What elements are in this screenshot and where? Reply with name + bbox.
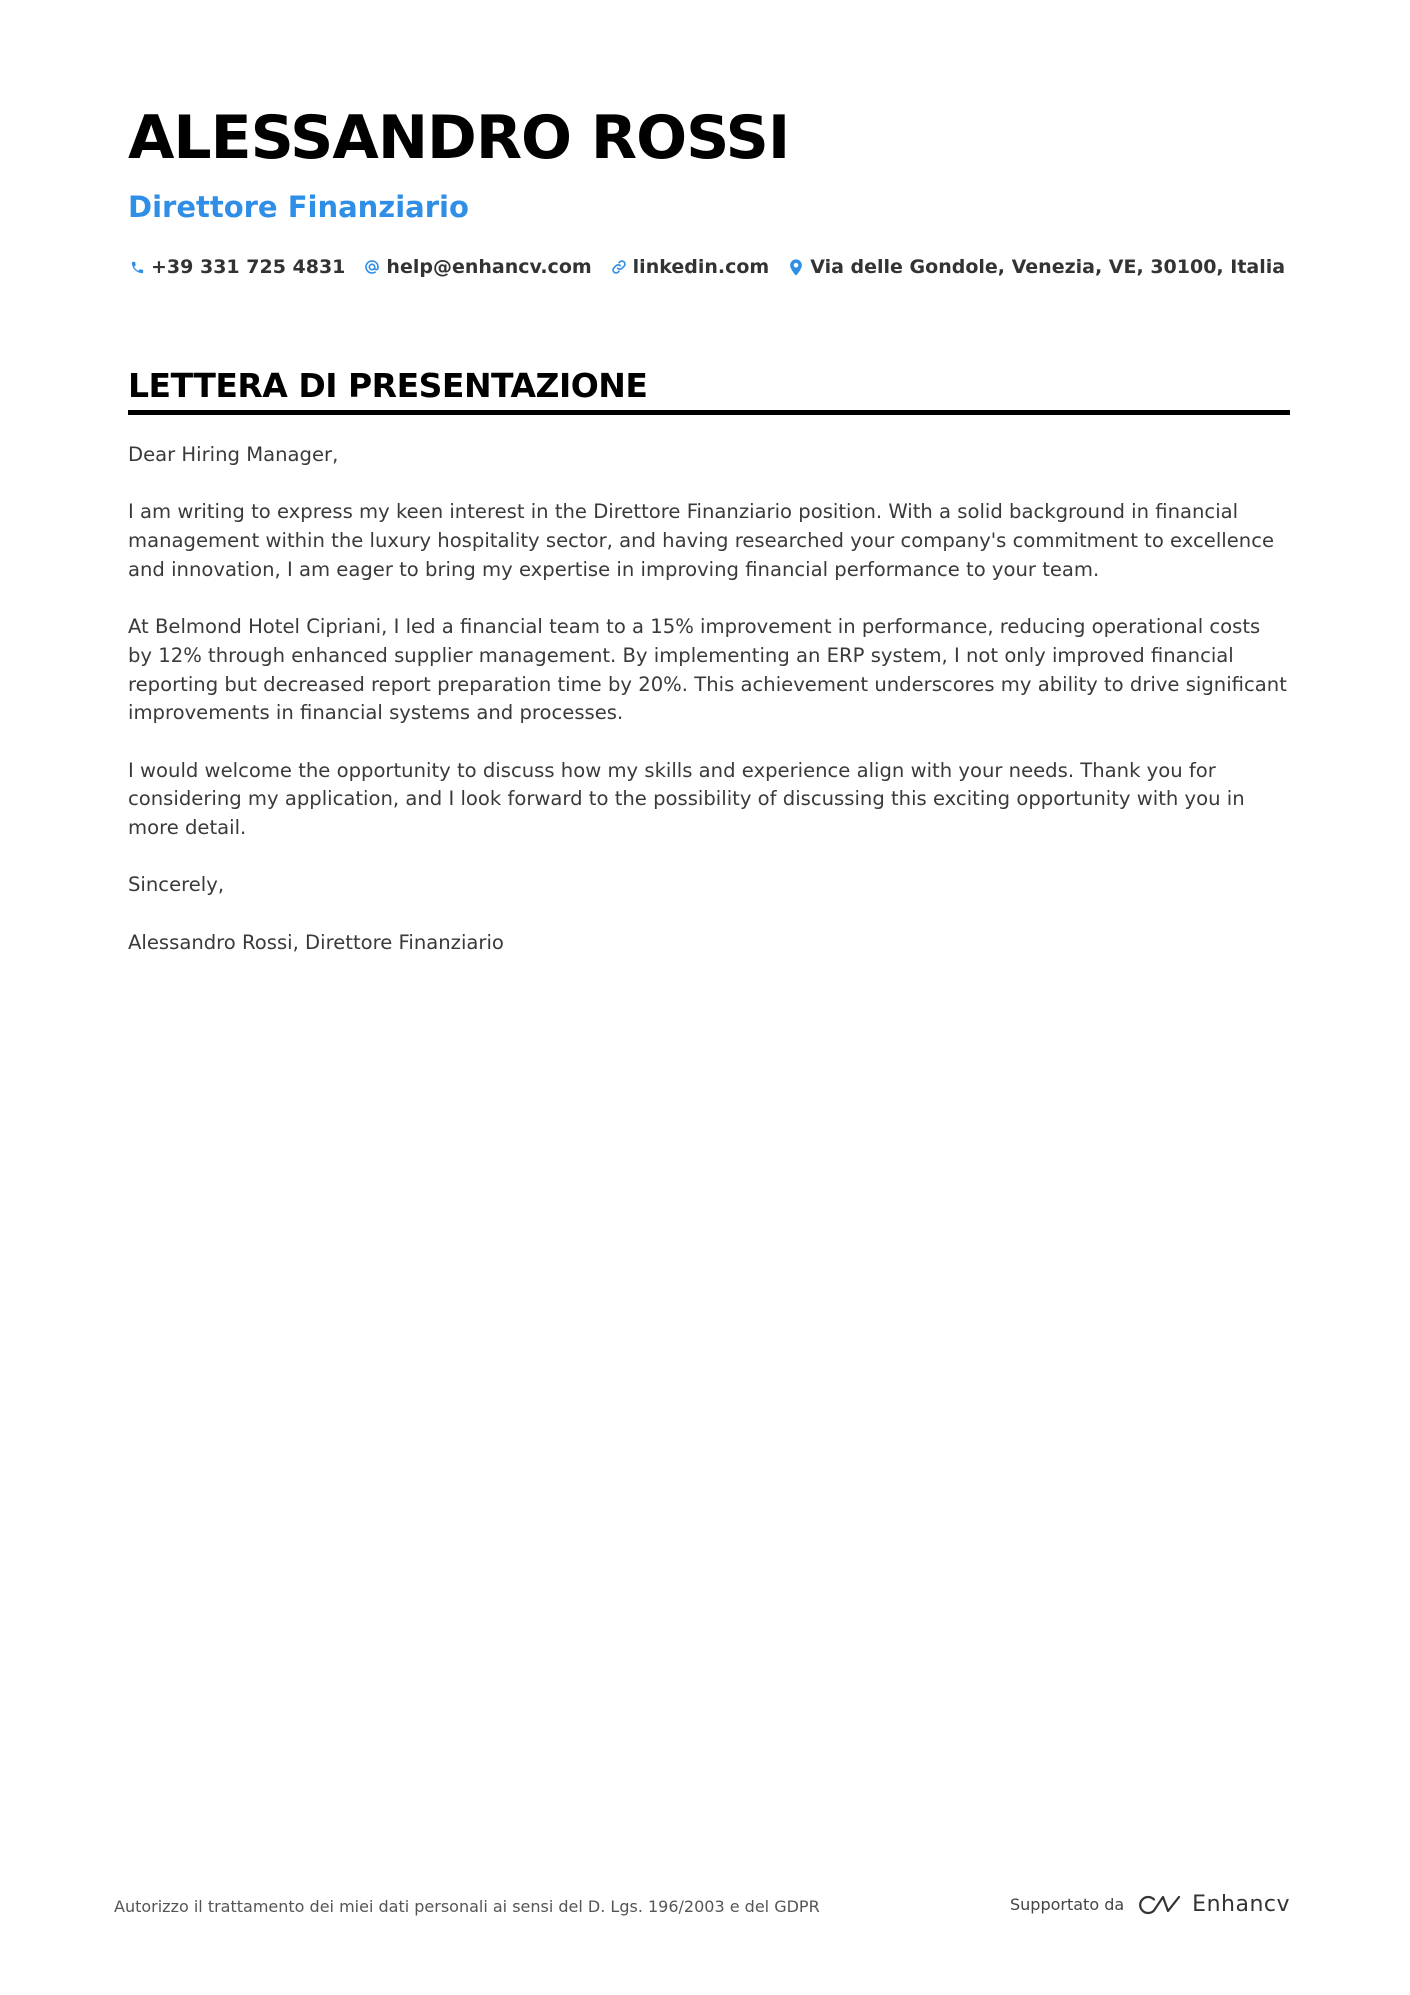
contact-phone[interactable] — [128, 256, 345, 278]
location-pin-icon — [787, 258, 805, 276]
consent-notice: Autorizzo il trattamento dei miei dati personali ai sensi del D. Lgs. 196/2003 e del GDPR — [114, 1897, 820, 1916]
contact-phone-text: +39 331 725 4831 — [151, 256, 346, 278]
enhancv-brand: Enhancv — [1192, 1892, 1290, 1917]
powered-by[interactable] — [1010, 1892, 1290, 1917]
contact-linkedin-text: linkedin.com — [632, 256, 770, 278]
contact-linkedin[interactable] — [610, 256, 770, 278]
letter-paragraph: I am writing to express my keen interest in the Direttore Finanziario position. With a solid background in financial management within the luxury hospitality sector, and having researched your company's commitment to excellence and innovation, I am eager to bring my expertise in improving financial performance to your team. — [128, 500, 1275, 581]
letter-signature: Alessandro Rossi, Direttore Finanziario — [128, 930, 504, 954]
letter-paragraph: I would welcome the opportunity to discuss how my skills and experience align with your needs. Thank you for considering my application, and I look forward to the possibility of discussing this exciting opportunity with you in more detail. — [128, 758, 1245, 840]
contact-address-text: Via delle Gondole, Venezia, VE, 30100, Italia — [810, 256, 1286, 278]
contact-bar — [128, 256, 1303, 278]
contact-address — [787, 256, 1285, 278]
candidate-name: ALESSANDRO ROSSI — [128, 103, 790, 173]
candidate-role: Direttore Finanziario — [128, 190, 469, 224]
enhancv-logo-icon — [1136, 1893, 1182, 1917]
link-icon — [610, 258, 628, 276]
contact-email-text: help@enhancv.com — [386, 256, 592, 278]
at-icon — [363, 258, 381, 276]
section-divider — [128, 410, 1290, 415]
letter-paragraph: At Belmond Hotel Cipriani, I led a financial team to a 15% improvement in performance, reducing operational costs by 12% through enhanced supplier management. By implementing an ERP system, I not only improved financial reporting but decreased report preparation time by 20%. This achievement underscores my ability to drive significant improvements in financial systems and processes. — [128, 615, 1287, 725]
section-title: LETTERA DI PRESENTAZIONE — [128, 366, 648, 405]
letter-body — [128, 441, 1290, 986]
phone-icon — [128, 258, 146, 276]
letter-closing: Sincerely, — [128, 873, 225, 897]
contact-email[interactable] — [363, 256, 591, 278]
letter-greeting: Dear Hiring Manager, — [128, 443, 339, 466]
powered-by-label: Supportato da — [1010, 1895, 1125, 1914]
